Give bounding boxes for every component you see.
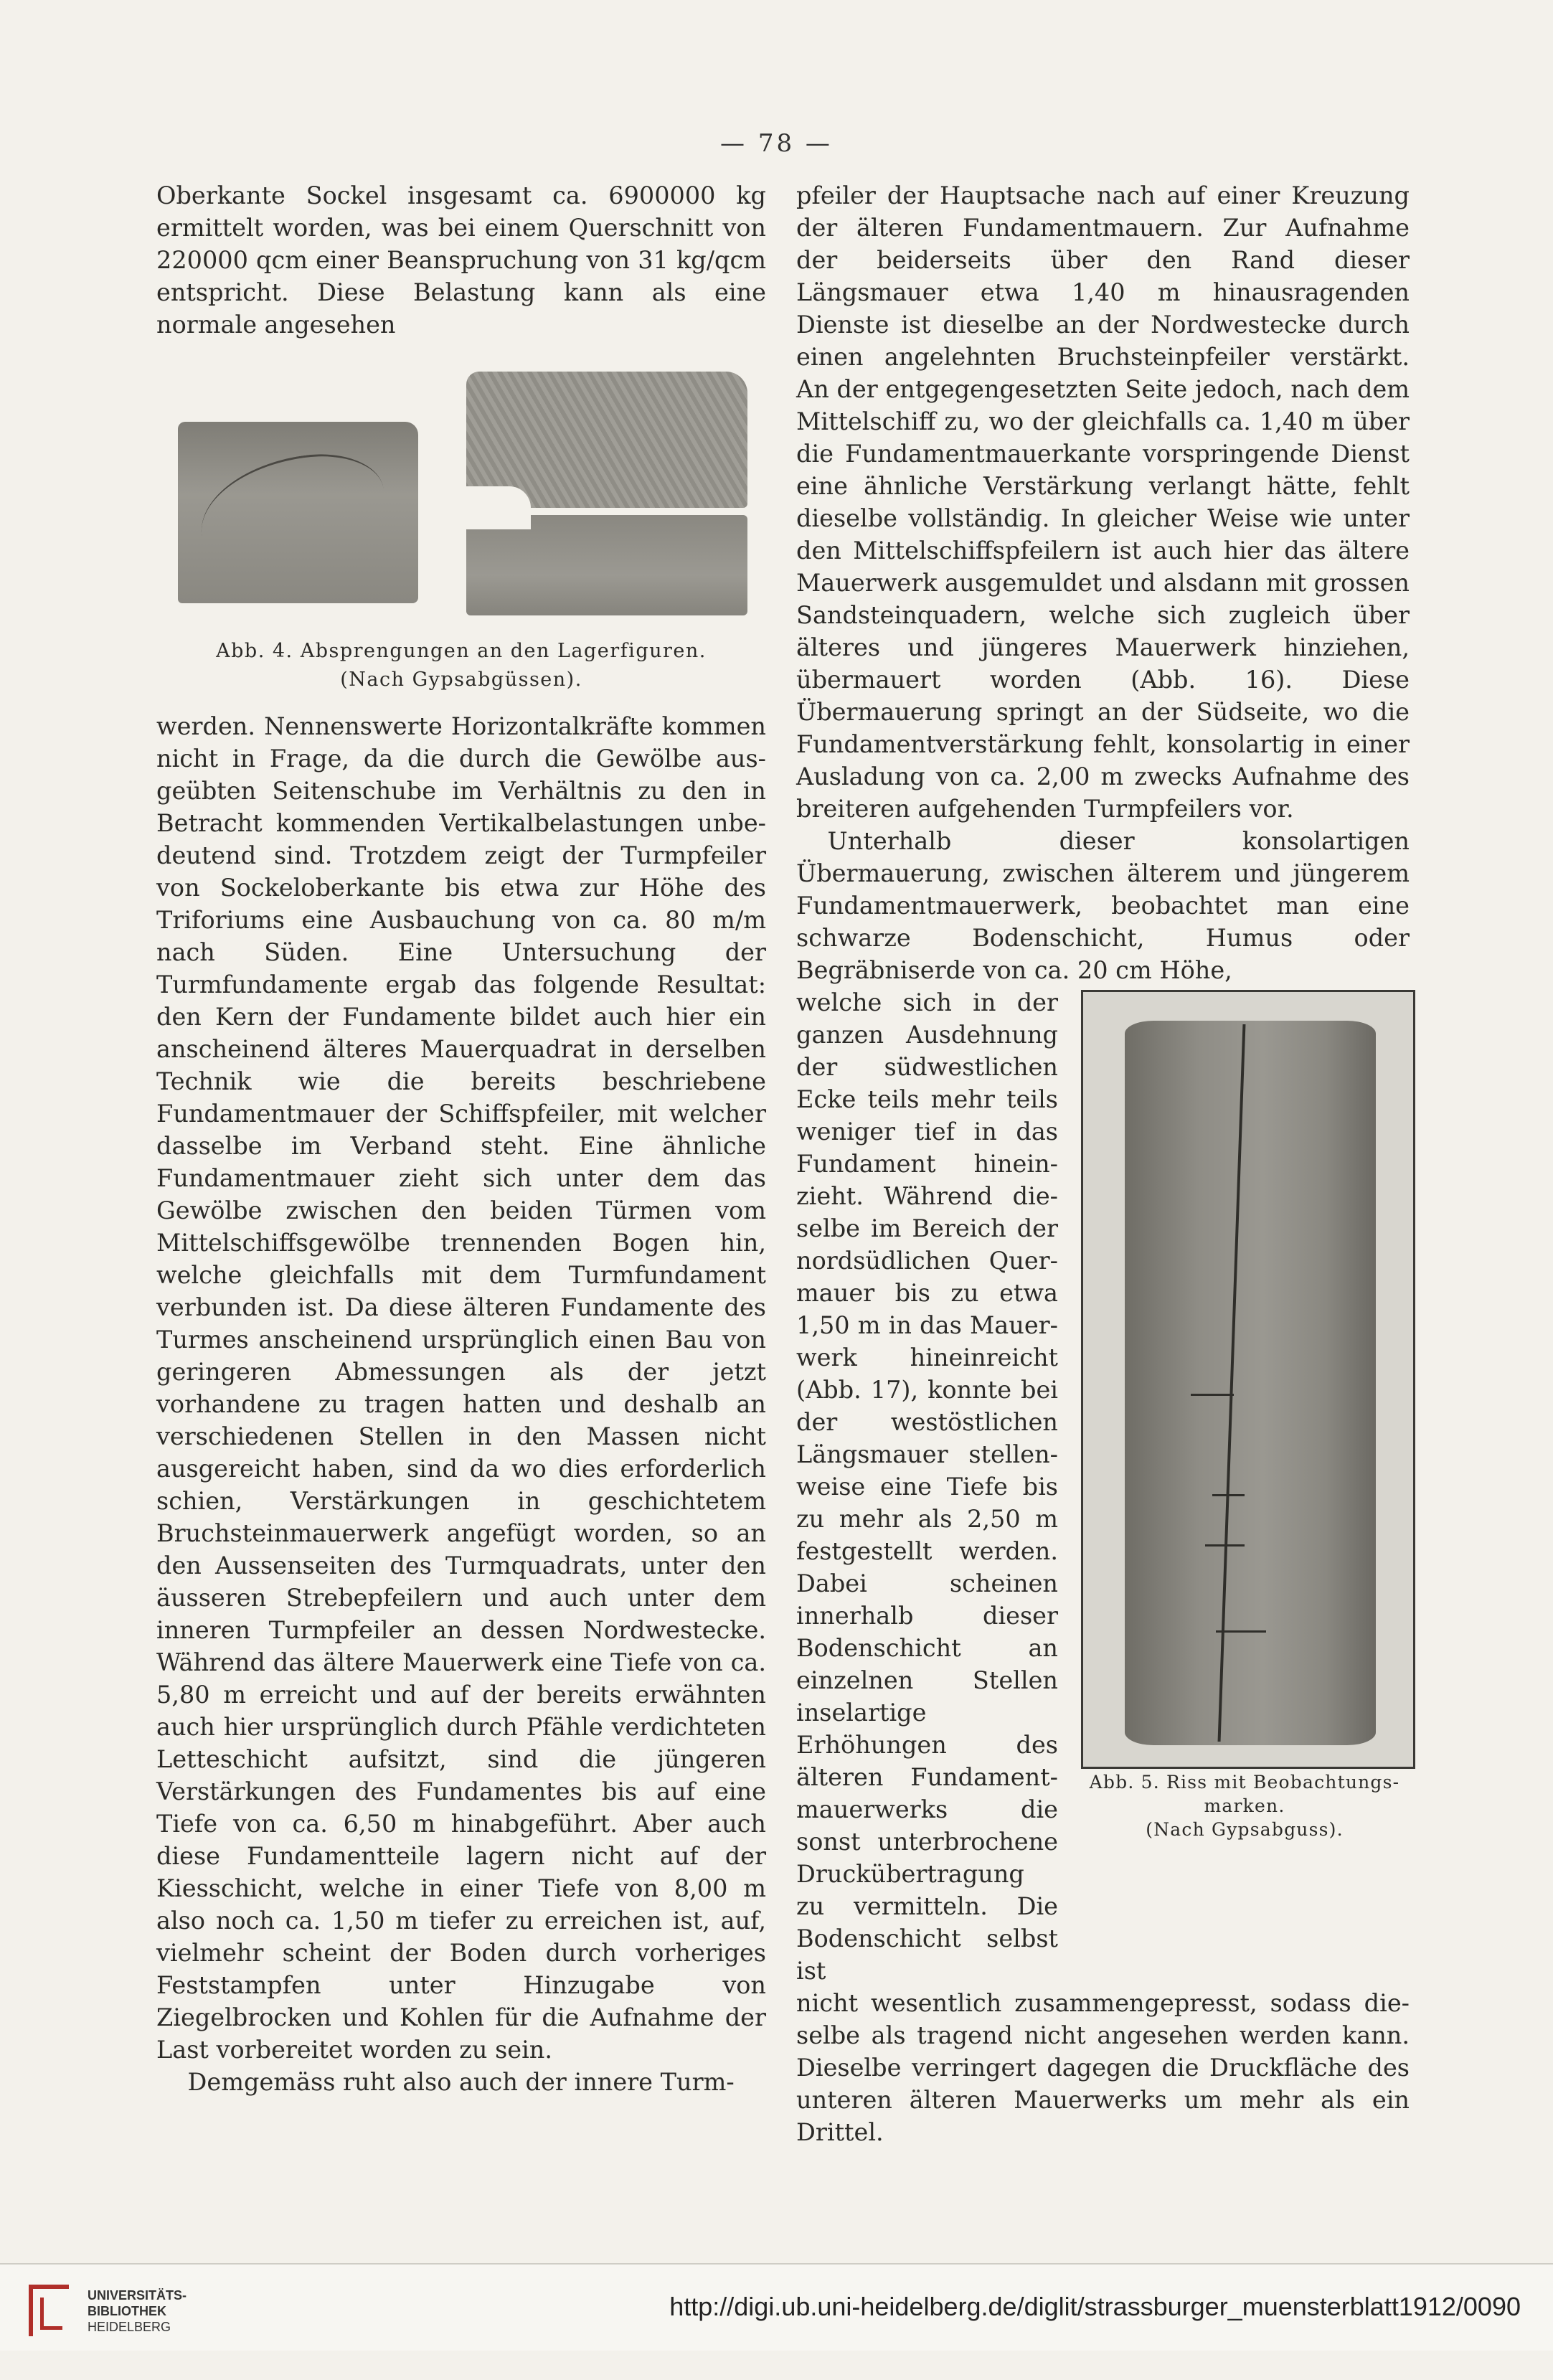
stone-notch bbox=[466, 486, 531, 529]
figure-5-caption bbox=[1069, 1770, 1420, 1841]
logo-line-3: HEIDELBERG bbox=[88, 2320, 171, 2334]
source-url-link[interactable]: http://digi.ub.uni-heidelberg.de/diglit/strassburger_muensterblatt1912/0090 bbox=[669, 2292, 1521, 2321]
observation-mark bbox=[1212, 1494, 1245, 1496]
right-paragraph-1: pfeiler der Hauptsache nach auf einer Kreuzung der älteren Fundamentmauern. Zur Aufnahme der beiderseits über den Rand dieser Längsmauer etwa 1,40 m hinausragenden Dienste ist dieselbe an der Nordwestecke durch einen angelehnten Bruchsteinpfeiler verstärkt. An der entgegengesetzten Seite jedoch, nach dem Mittelschiff zu, wo der gleichfalls ca. 1,40 m über die Fundamentmauerkante vorspringende Dienst eine ähnliche Verstärkung verlangt hätte, fehlt dieselbe vollständig. In gleicher Weise wie unter den Mittelschiffspfeilern ist auch hier das ältere Mauerwerk ausgemuldet und alsdann mit grossen Sandsteinquadern, welche sich zugleich über älteres und jüngeres Mauerwerk hinziehen, übermauert worden (Abb. 16). Diese Übermauerung springt an der Südseite, wo die Fundamentverstärkung fehlt, konsolartig in einer Ausladung von ca. 2,00 m zwecks Aufnahme des breiteren aufgehenden Turmpfeilers vor. bbox=[796, 181, 1410, 823]
library-logo-text bbox=[88, 2287, 187, 2335]
plaster-cast-column bbox=[1125, 1021, 1376, 1745]
figure-4-caption-line2: (Nach Gypsabgüssen). bbox=[340, 669, 582, 691]
library-logo-icon bbox=[29, 2285, 69, 2336]
observation-mark bbox=[1216, 1630, 1266, 1633]
observation-mark bbox=[1191, 1394, 1234, 1396]
figure-5 bbox=[1081, 990, 1415, 1851]
logo-line-2: BIBLIOTHEK bbox=[88, 2304, 166, 2318]
observation-mark bbox=[1205, 1544, 1245, 1546]
figure-5-caption-line2: marken. bbox=[1204, 1795, 1285, 1816]
figure-5-frame bbox=[1081, 990, 1415, 1769]
left-paragraph-2: werden. Nennenswerte Horizontalkräfte kommen nicht in Frage, da die durch die Gewölbe ausgeübten Seitenschube im Verhältnis zu den in Betracht kommenden Vertikalbelastungen unbedeutend sind. Trotzdem zeigt der Turmpfeiler von Sockeloberkante bis etwa zur Höhe des Triforiums eine Ausbauchung von ca. 80 m/m nach Süden. Eine Untersuchung der Turmfundamente ergab das folgende Resultat: den Kern der Fundamente bildet auch hier ein anscheinend älteres Mauerquadrat in derselben Technik wie die bereits beschriebene Fundamentmauer der Schiffspfeiler, mit welcher dasselbe im Verband steht. Eine ähnliche Fundamentmauer zieht sich unter dem das Gewölbe zwischen den beiden Türmen vom Mittelschiffsgewölbe trennenden Bogen hin, welche gleichfalls mit dem Turmfundament verbunden ist. Da diese älteren Fundamente des Turmes anscheinend ursprünglich einen Bau von geringeren Abmessungen als der jetzt vorhandene zu tragen hatten und deshalb an verschiedenen Stellen in den Massen nicht ausgereicht haben, sind da wo dies erforderlich schien, Verstärkungen in geschichtetem Bruchsteinmauerwerk angefügt worden, so an den Aussenseiten des Turmquadrats, unter den äusseren Strebepfeilern und auch unter dem inneren Turmpfeiler an dessen Nordwestecke. Während das ältere Mauerwerk eine Tiefe von ca. 5,80 m erreicht und auf der bereits erwähnten auch hier ursprünglich durch Pfähle verdichteten Letteschicht aufsitzt, sind die jüngeren Verstärkungen des Fundamentes bis auf eine Tiefe von ca. 6,50 m hinabgeführt. Aber auch diese Fundamentteile lagern nicht auf der Kiesschicht, welche in einer Tiefe von 8,00 m also noch ca. 1,50 m tiefer zu erreichen ist, auf, vielmehr scheint der Boden durch vorheriges Feststampfen unter Hinzugabe von Ziegelbrocken und Kohlen für die Aufnahme der Last vorbereitet worden zu sein. bbox=[156, 712, 766, 2064]
logo-line-1: UNIVERSITÄTS- bbox=[88, 2288, 187, 2303]
figure-4-caption bbox=[156, 637, 766, 694]
right-paragraph-2-narrow: welche sich in der ganzen Ausdehnung der südwestlichen Ecke teils mehr teils weniger tief in das Fundament hineinzieht. Während dieselbe im Bereich der nordsüdlichen Quermauer bis zu etwa 1,50 m in das Mauerwerk hineinreicht (Abb. 17), konnte bei der westöstlichen Längsmauer stellenweise eine Tiefe bis zu mehr als 2,50 m festgestellt werden. Dabei scheinen innerhalb dieser Bodenschicht an einzelnen Stellen inselartige Erhöhungen des älteren Fundamentmauerwerks die sonst unterbrochene Druckübertragung zu vermitteln. Die Bodenschicht selbst ist bbox=[796, 988, 1058, 1985]
page-number: — 78 — bbox=[720, 129, 833, 158]
left-paragraph-3: Demgemäss ruht also auch der innere Turm- bbox=[187, 2068, 735, 2096]
right-paragraph-2-end: nicht wesentlich zusammengepresst, sodass dieselbe als tragend nicht angesehen werden kann. Dieselbe verringert dagegen die Druckfläche des unteren älteren Mauerwerks um mehr als ein Drittel. bbox=[796, 1989, 1410, 2146]
right-paragraph-2-full: Unterhalb dieser konsolartigen Übermauerung, zwischen älterem und jüngerem Fundamentmauerwerk, beobachtet man eine schwarze Bodenschicht, Humus oder Begräbniserde von ca. 20 cm Höhe, bbox=[796, 827, 1410, 984]
left-paragraph-1: Oberkante Sockel insgesamt ca. 6900000 kg ermittelt worden, was bei einem Querschnitt von 220000 qcm einer Beanspruchung von 31 kg/qcm entspricht. Diese Belastung kann als eine normale angesehen bbox=[156, 181, 766, 339]
figure-4-caption-line1: Abb. 4. Absprengungen an den Lagerfiguren. bbox=[216, 640, 707, 662]
figure-5-caption-line3: (Nach Gypsabguss). bbox=[1146, 1819, 1344, 1840]
figure-5-caption-line1: Abb. 5. Riss mit Beobachtungs- bbox=[1089, 1772, 1400, 1793]
figure-4 bbox=[156, 372, 766, 709]
footer-bar bbox=[0, 2263, 1553, 2351]
stone-fragment-right-bottom bbox=[466, 515, 747, 615]
figure-4-photos bbox=[156, 372, 766, 619]
